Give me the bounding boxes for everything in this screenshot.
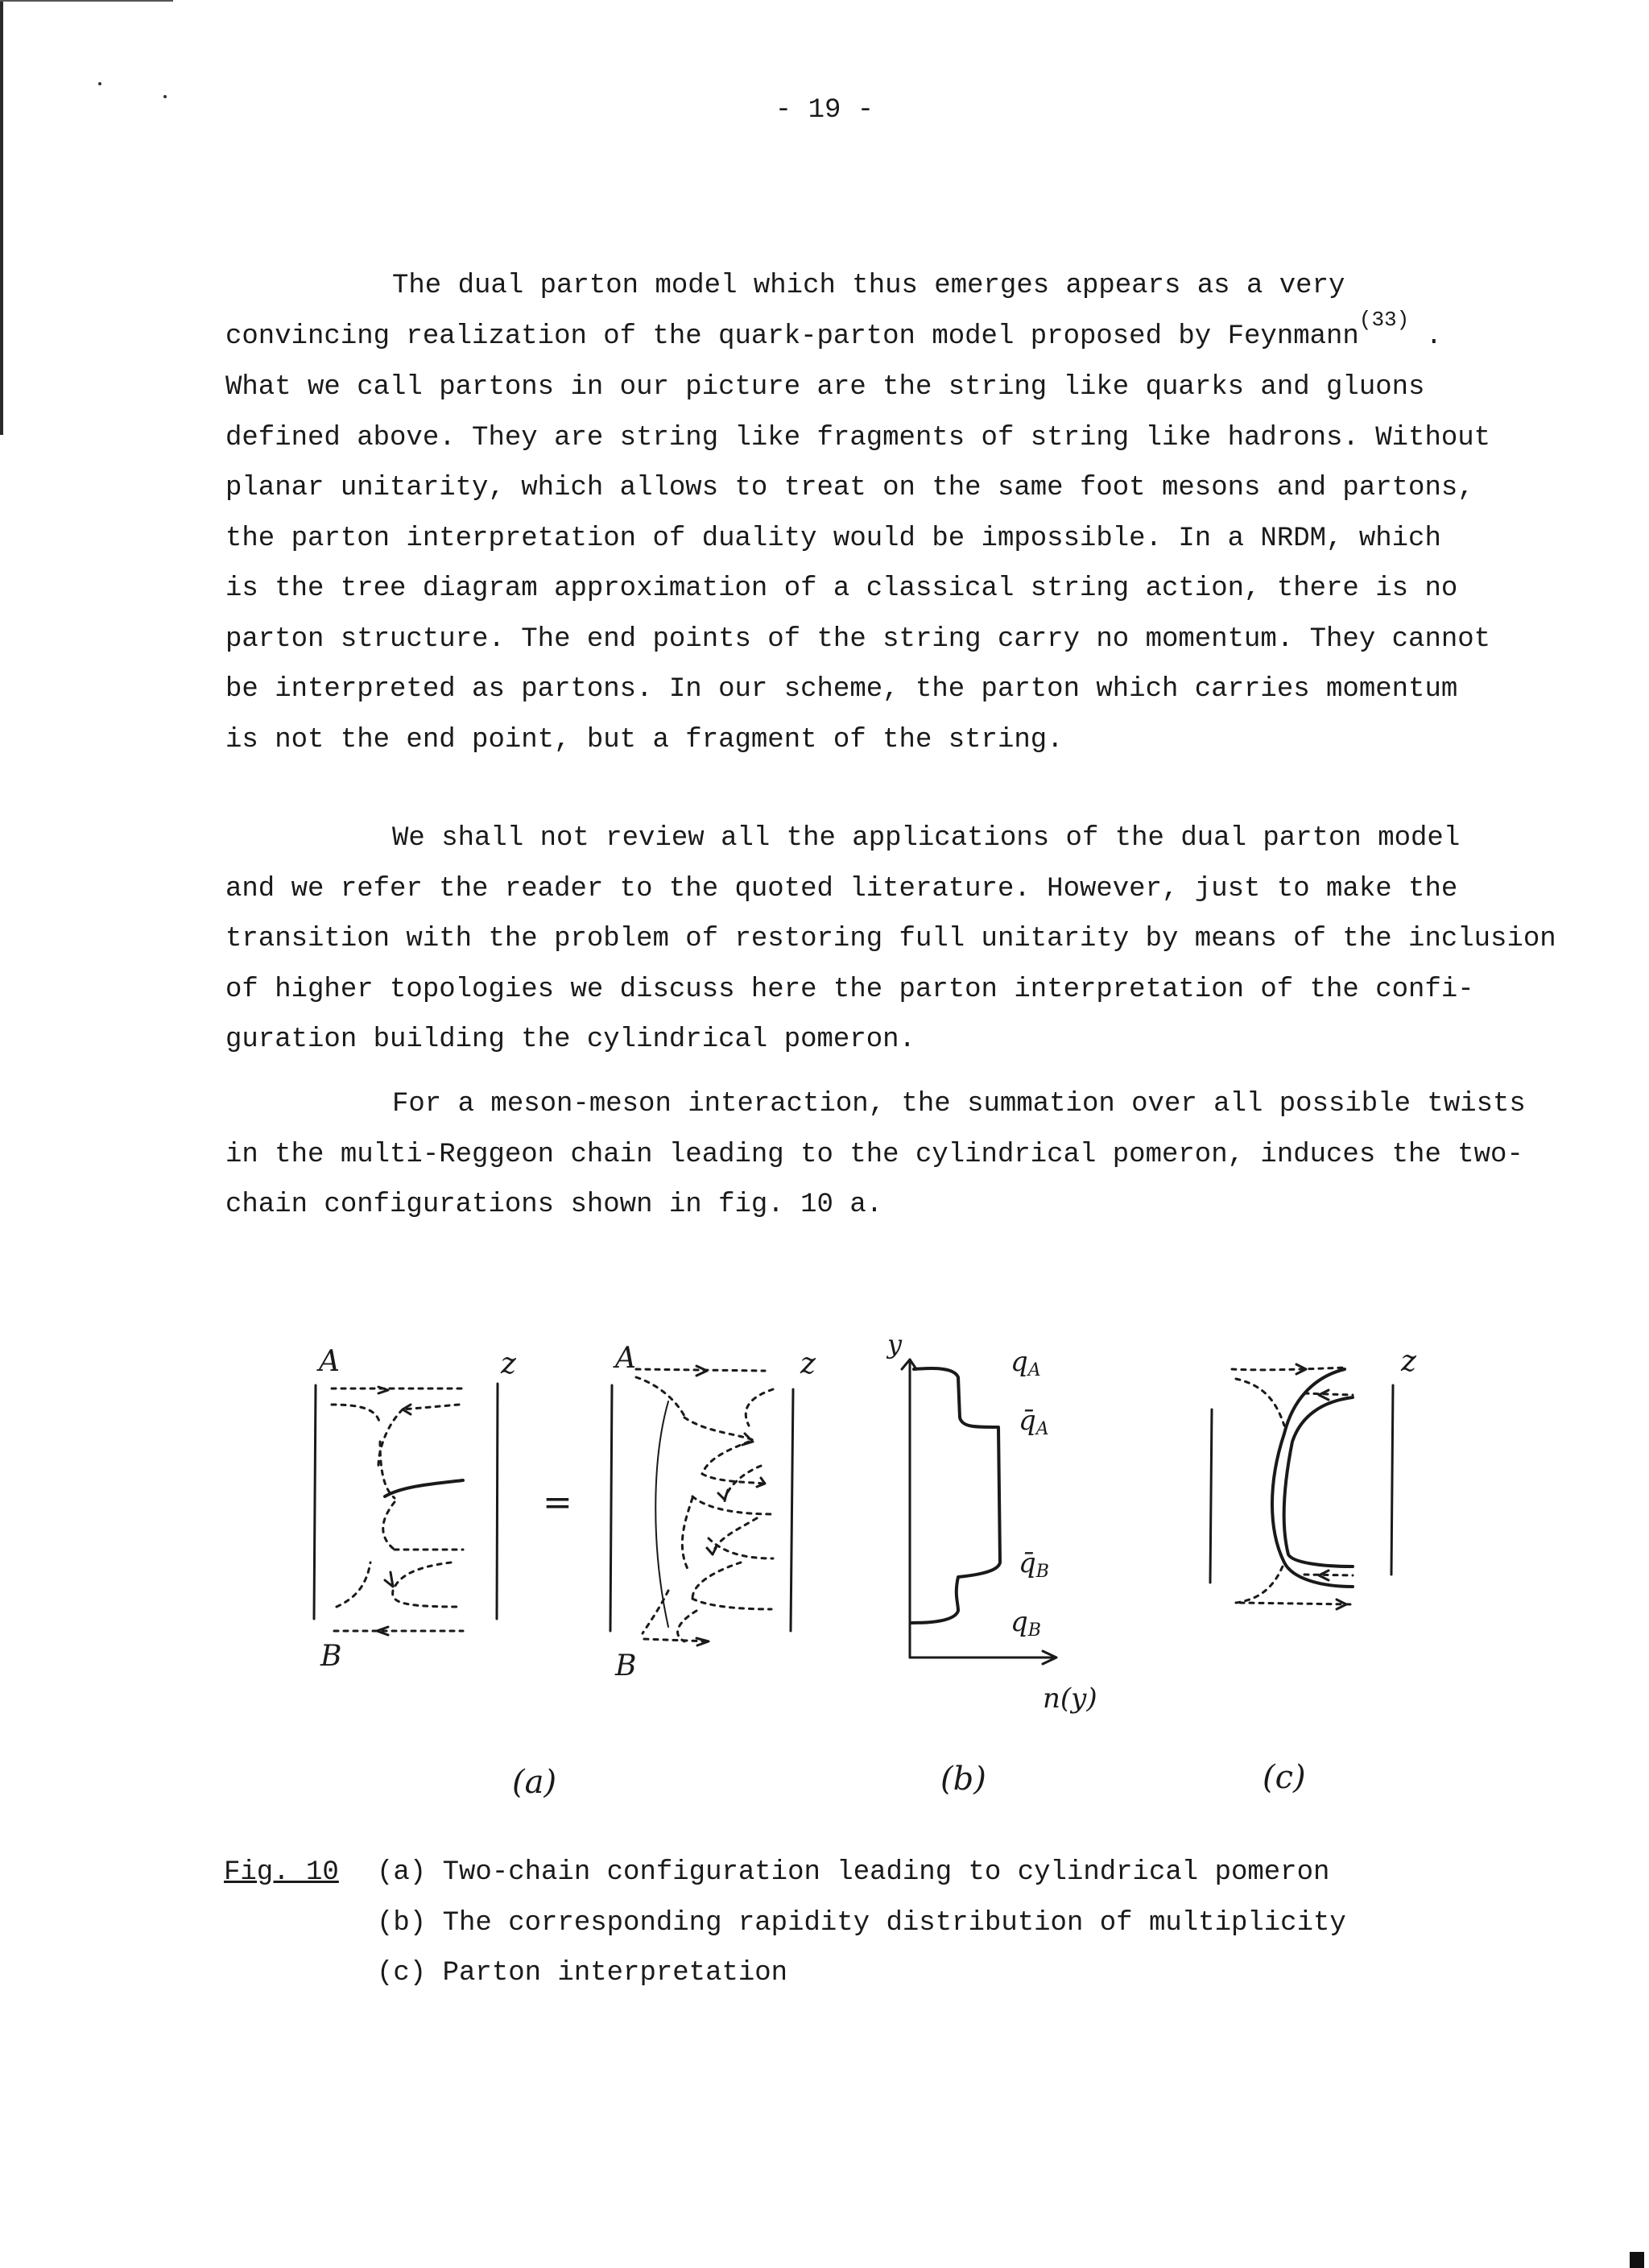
caption-item: (c) Parton interpretation [377, 1958, 788, 1989]
speck [98, 82, 101, 85]
sub-label-b: (b) [940, 1761, 986, 1798]
caption-item: (b) The corresponding rapidity distribution of multiplicity [377, 1907, 1346, 1939]
label-b-bottom-right: B [615, 1649, 637, 1682]
qbar-a-symbol: q̄ [1019, 1405, 1036, 1437]
caption-label: Fig. 10 [224, 1857, 339, 1888]
label-a-top: A [319, 1345, 340, 1378]
qbar-a-subscript: A [1035, 1419, 1049, 1439]
q-a-subscript: A [1027, 1360, 1041, 1380]
text-line: is the tree diagram approximation of a classical string action, there is no [225, 573, 1458, 604]
scan-corner-mark [1630, 2252, 1644, 2268]
text-line: What we call partons in our picture are the string like quarks and gluons [225, 372, 1425, 403]
page-number: - 19 - [775, 95, 874, 126]
citation-reference: (33) [1358, 307, 1410, 332]
figure-svg [290, 1321, 1465, 1820]
text-line: chain configurations shown in fig. 10 a. [225, 1190, 883, 1220]
label-z: z [501, 1347, 516, 1380]
text-line: the parton interpretation of duality would be impossible. In a NRDM, which [225, 523, 1441, 554]
caption-item: (a) Two-chain configuration leading to cylindrical pomeron [377, 1857, 1330, 1888]
qbar-a-label [1019, 1405, 1049, 1439]
label-z-panel-c: z [1401, 1345, 1416, 1378]
q-b-symbol: q [1010, 1606, 1028, 1638]
text-line: transition with the problem of restoring full unitarity by means of the inclusion [225, 924, 1556, 954]
label-a-top-right: A [615, 1342, 636, 1375]
label-b-bottom: B [320, 1640, 342, 1673]
text-line: convincing realization of the quark-parton model proposed by Feynmann [225, 321, 1359, 352]
paragraph-3 [225, 1079, 1594, 1231]
page-edge-top [0, 0, 173, 2]
paragraph-2 [225, 813, 1594, 1066]
panel-c-diagram [1210, 1345, 1417, 1609]
figure-10-diagram [290, 1321, 1465, 1820]
text-line: and we refer the reader to the quoted literature. However, just to make the [225, 873, 1458, 904]
text-line: For a meson-meson interaction, the summation over all possible twists [392, 1089, 1526, 1120]
text-line: be interpreted as partons. In our scheme, the parton which carries momentum [225, 674, 1458, 705]
qbar-b-symbol: q̄ [1019, 1547, 1036, 1579]
panel-b-plot [886, 1329, 1097, 1715]
panel-a-left [314, 1345, 517, 1673]
reference-trailer: . [1425, 321, 1443, 352]
paragraph-1 [225, 261, 1594, 765]
text-line-with-reference [225, 307, 1594, 363]
sub-label-c: (c) [1263, 1759, 1306, 1796]
q-b-subscript: B [1027, 1620, 1041, 1641]
caption-items [377, 1848, 1585, 1999]
page-edge-left [0, 0, 3, 435]
text-line: The dual parton model which thus emerges appears as a very [392, 271, 1345, 301]
axis-y-label: y [887, 1329, 903, 1360]
label-z-right: z [800, 1347, 816, 1380]
text-line: planar unitarity, which allows to treat on the same foot mesons and partons, [225, 473, 1474, 503]
q-b-label [1010, 1606, 1041, 1641]
text-line: is not the end point, but a fragment of the string. [225, 724, 1064, 755]
panel-a-right [610, 1342, 816, 1682]
text-line: defined above. They are string like fragments of string like hadrons. Without [225, 422, 1491, 453]
q-a-symbol: q [1010, 1346, 1028, 1378]
qbar-b-label [1019, 1547, 1049, 1582]
sub-label-a: (a) [512, 1764, 557, 1801]
equals-sign: = [543, 1482, 572, 1523]
text-line: in the multi-Reggeon chain leading to the cylindrical pomeron, induces the two- [225, 1139, 1523, 1170]
qbar-b-subscript: B [1035, 1562, 1049, 1582]
text-line: of higher topologies we discuss here the parton interpretation of the confi- [225, 974, 1474, 1005]
text-line: We shall not review all the applications of the dual parton model [392, 823, 1461, 854]
axis-x-label: n(y) [1043, 1682, 1097, 1715]
q-a-label [1010, 1346, 1041, 1380]
text-line: guration building the cylindrical pomeron. [225, 1024, 915, 1055]
text-line: parton structure. The end points of the string carry no momentum. They cannot [225, 623, 1491, 655]
